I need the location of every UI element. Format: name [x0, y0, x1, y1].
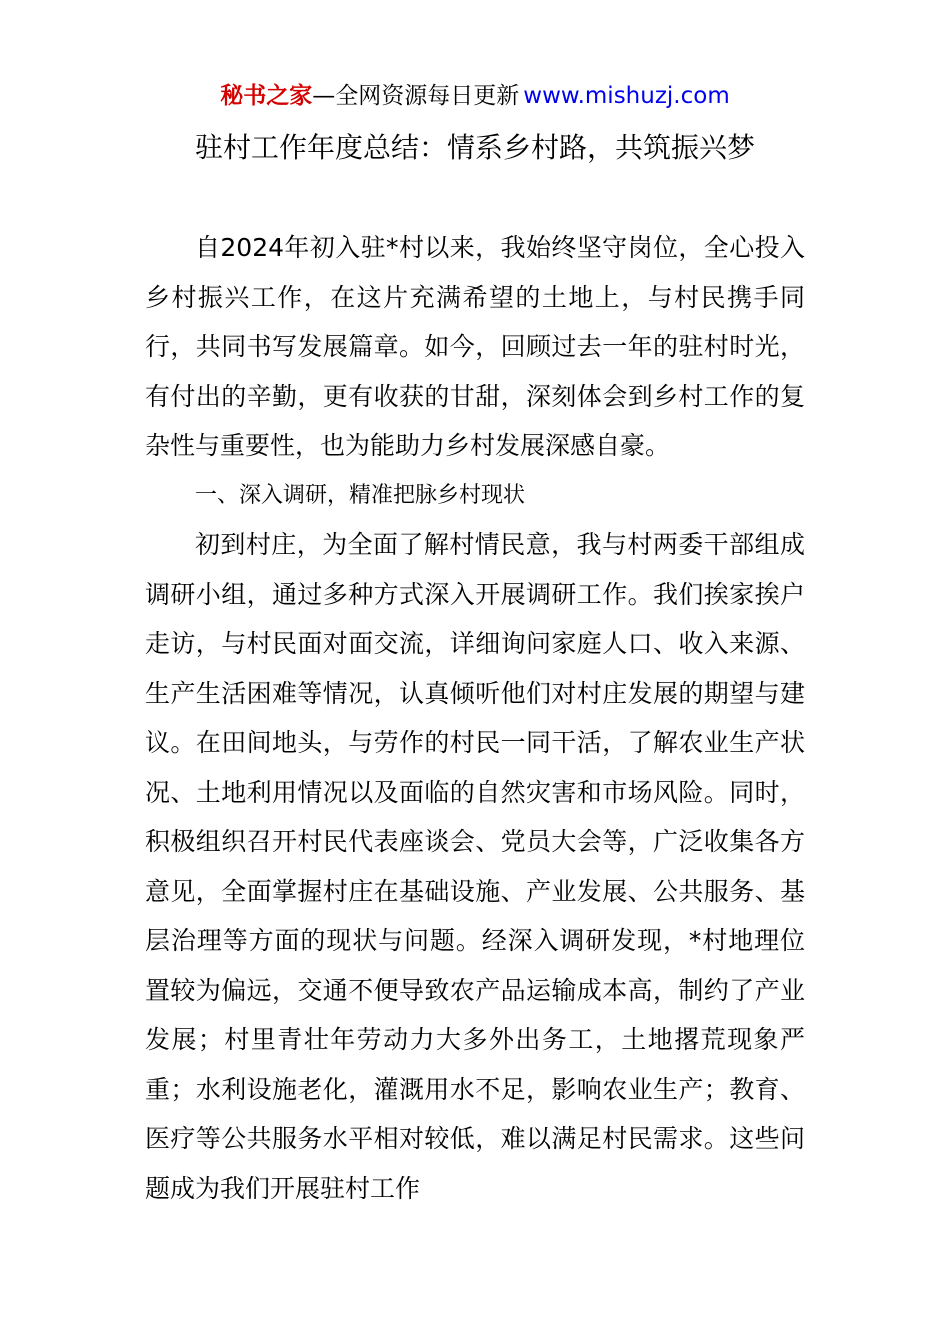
- body-paragraph: 初到村庄，为全面了解村情民意，我与村两委干部组成调研小组，通过多种方式深入开展调研工作。我们挨家挨户走访，与村民面对面交流，详细询问家庭人口、收入来源、生产生活困难等情况，认真倾听他们对村庄发展的期望与建议。在田间地头，与劳作的村民一同干活，了解农业生产状况、土地利用情况以及面临的自然灾害和市场风险。同时，积极组织召开村民代表座谈会、党员大会等，广泛收集各方意见，全面掌握村庄在基础设施、产业发展、公共服务、基层治理等方面的现状与问题。经深入调研发现，*村地理位置较为偏远，交通不便导致农产品运输成本高，制约了产业发展；村里青壮年劳动力大多外出务工，土地撂荒现象严重；水利设施老化，灌溉用水不足，影响农业生产；教育、医疗等公共服务水平相对较低，难以满足村民需求。这些问题成为我们开展驻村工作: [145, 530, 805, 1203]
- header-tagline: —全网资源每日更新: [312, 83, 520, 109]
- document-title: 驻村工作年度总结：情系乡村路，共筑振兴梦: [194, 131, 755, 164]
- brand-name: 秘书之家: [220, 83, 313, 109]
- section-heading: 一、深入调研，精准把脉乡村现状: [195, 482, 526, 508]
- document-body: [145, 223, 805, 1213]
- site-url-link[interactable]: www.mishuzj.com: [523, 83, 730, 109]
- intro-paragraph: 自2024年初入驻*村以来，我始终坚守岗位，全心投入乡村振兴工作，在这片充满希望的土地上，与村民携手同行，共同书写发展篇章。如今，回顾过去一年的驻村时光，有付出的辛勤，更有收获的甘甜，深刻体会到乡村工作的复杂性与重要性，也为能助力乡村发展深感自豪。: [145, 233, 805, 460]
- site-header: [0, 80, 950, 112]
